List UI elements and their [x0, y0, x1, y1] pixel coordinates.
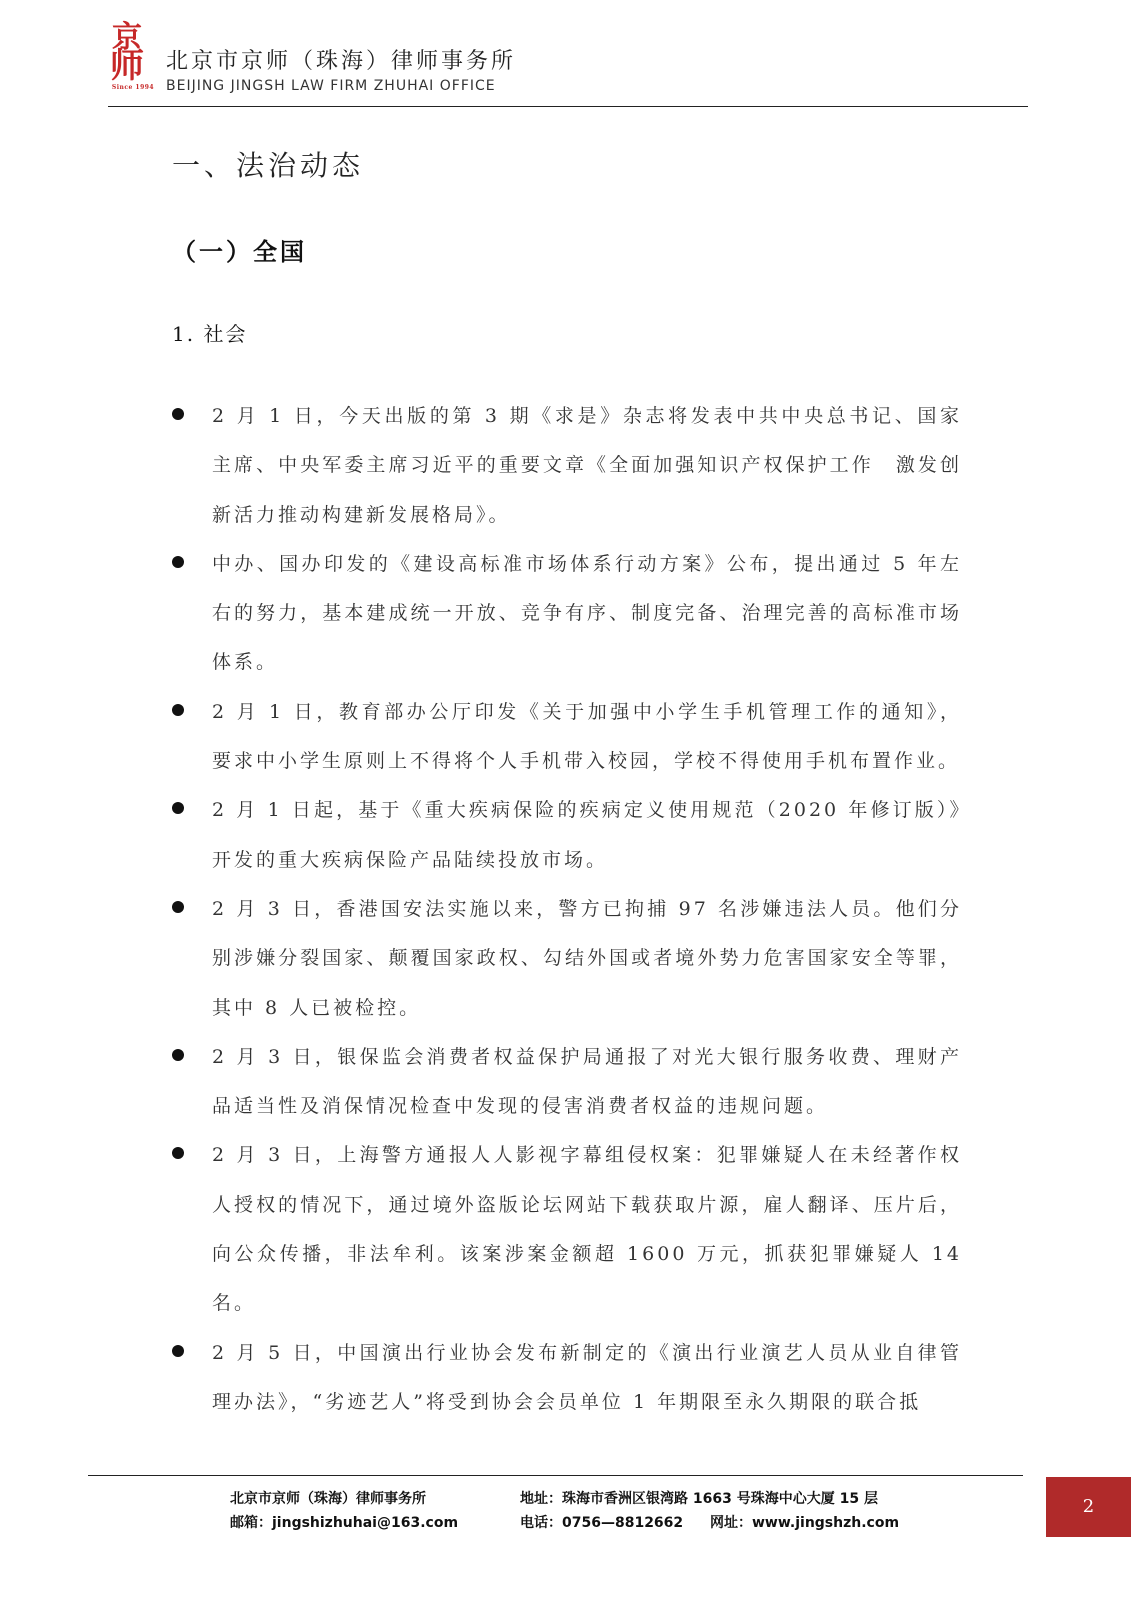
bullet-icon [172, 556, 184, 568]
bullet-icon [172, 1147, 184, 1159]
firm-name-en: BEIJING JINGSH LAW FIRM ZHUHAI OFFICE [166, 78, 496, 94]
footer-email: 邮箱：jingshizhuhai@163.com [230, 1515, 459, 1531]
logo-char-1: 京 [112, 20, 142, 55]
list-item-text: 2 月 1 日，教育部办公厅印发《关于加强中小学生手机管理工作的通知》，要求中小学生原则上不得将个人手机带入校园，学校不得使用手机布置作业。 [212, 700, 962, 773]
list-item-text: 2 月 3 日，银保监会消费者权益保护局通报了对光大银行服务收费、理财产品适当性及消保情况检查中发现的侵害消费者权益的违规问题。 [212, 1045, 962, 1118]
bullet-icon [172, 901, 184, 913]
footer-phone: 电话：0756—8812662 [520, 1515, 684, 1531]
bullet-icon [172, 1049, 184, 1061]
footer-address: 地址：珠海市香洲区银湾路 1663 号珠海中心大厦 15 层 [520, 1491, 878, 1507]
subsubsection-title: 1. 社会 [172, 322, 248, 346]
bullet-icon [172, 704, 184, 716]
list-item [172, 392, 962, 540]
list-item-text: 2 月 1 日起，基于《重大疾病保险的疾病定义使用规范（2020 年修订版）》开发的重大疾病保险产品陆续投放市场。 [212, 799, 962, 871]
subsection-title: （一）全国 [172, 237, 307, 266]
footer-website: 网址：www.jingshzh.com [710, 1515, 900, 1531]
page-footer [0, 1480, 1131, 1540]
page-number: 2 [1046, 1477, 1131, 1537]
news-list [172, 392, 962, 1427]
list-item [172, 786, 962, 885]
footer-firm-name: 北京市京师（珠海）律师事务所 [230, 1491, 426, 1507]
header-divider [108, 106, 1028, 107]
section-title: 一、法治动态 [172, 149, 365, 182]
list-item [172, 1131, 962, 1328]
bullet-icon [172, 408, 184, 420]
firm-logo [108, 20, 158, 91]
list-item [172, 540, 962, 688]
bullet-icon [172, 1345, 184, 1357]
list-item-text: 2 月 1 日，今天出版的第 3 期《求是》杂志将发表中共中央总书记、国家主席、中央军委主席习近平的重要文章《全面加强知识产权保护工作 激发创新活力推动构建新发展格局》。 [212, 405, 962, 526]
page-header [108, 18, 1028, 108]
list-item [172, 688, 962, 787]
firm-name-cn: 北京市京师（珠海）律师事务所 [166, 49, 517, 74]
list-item [172, 885, 962, 1033]
list-item-text: 2 月 5 日，中国演出行业协会发布新制定的《演出行业演艺人员从业自律管理办法》，“劣迹艺人”将受到协会会员单位 1 年期限至永久期限的联合抵 [212, 1341, 962, 1413]
list-item [172, 1033, 962, 1132]
list-item [172, 1329, 962, 1428]
logo-char-2: 师 [110, 46, 144, 86]
list-item-text: 中办、国办印发的《建设高标准市场体系行动方案》公布，提出通过 5 年左右的努力，基本建成统一开放、竞争有序、制度完备、治理完善的高标准市场体系。 [212, 552, 962, 674]
list-item-text: 2 月 3 日，上海警方通报人人影视字幕组侵权案：犯罪嫌疑人在未经著作权人授权的情况下，通过境外盗版论坛网站下载获取片源，雇人翻译、压片后，向公众传播，非法牟利。该案涉案金额超 1600 万元，抓获犯罪嫌疑人 14 名。 [212, 1144, 962, 1315]
footer-divider [88, 1475, 1023, 1476]
bullet-icon [172, 802, 184, 814]
list-item-text: 2 月 3 日，香港国安法实施以来，警方已拘捕 97 名涉嫌违法人员。他们分别涉嫌分裂国家、颠覆国家政权、勾结外国或者境外势力危害国家安全等罪，其中 8 人已被检控。 [212, 897, 962, 1019]
logo-since: Since 1994 [111, 84, 155, 91]
